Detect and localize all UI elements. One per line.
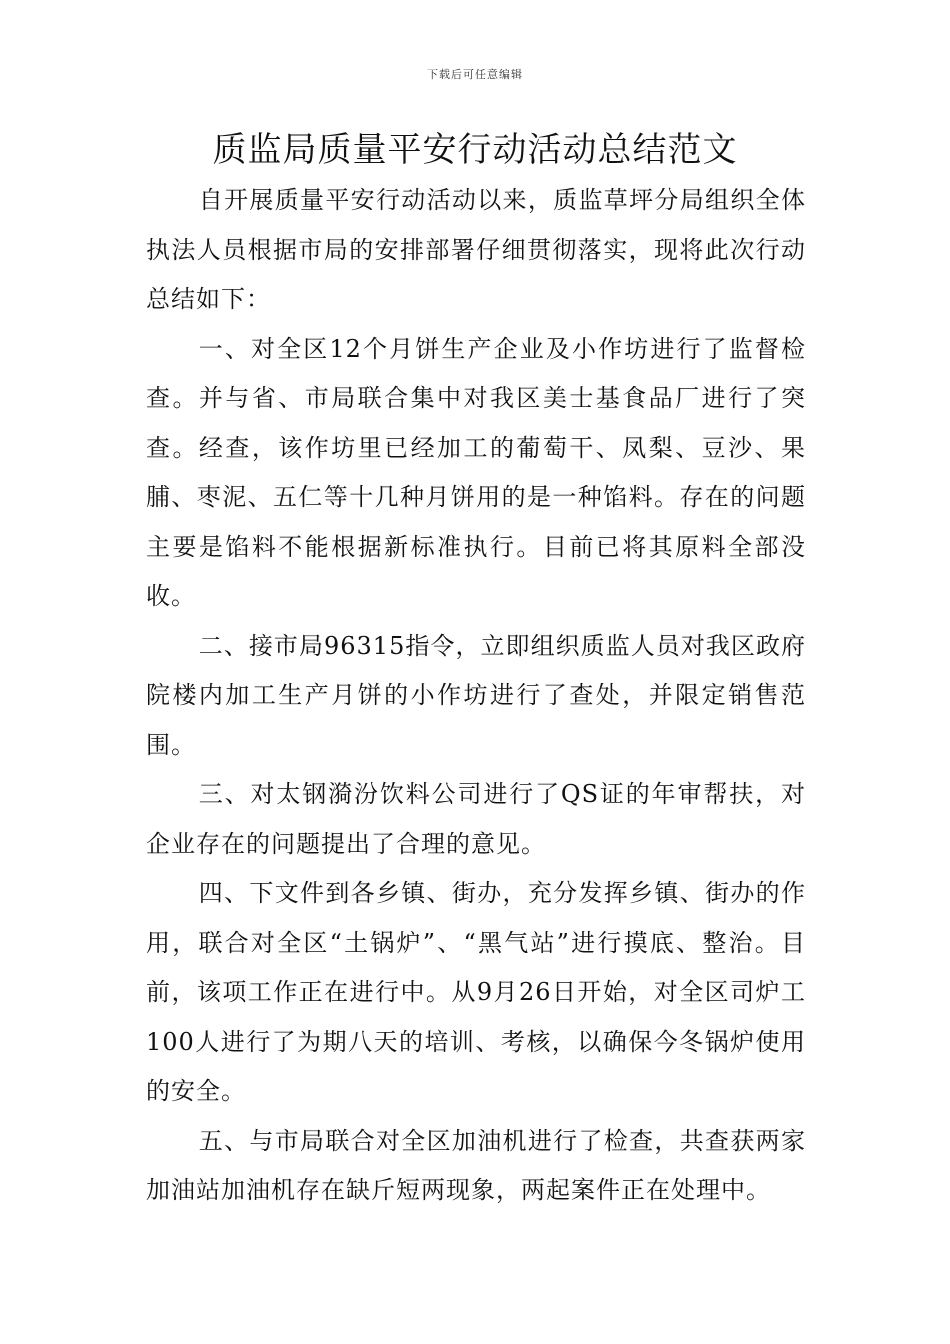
paragraph-item-5: 五、与市局联合对全区加油机进行了检查，共查获两家加油站加油机存在缺斤短两现象，两起案件正在处理中。 <box>146 1126 806 1204</box>
paragraph-intro: 自开展质量平安行动活动以来，质监草坪分局组织全体执法人员根据市局的安排部署仔细贯彻落实，现将此次行动总结如下： <box>146 186 806 313</box>
document-title: 质监局质量平安行动活动总结范文 <box>212 130 738 170</box>
paragraph-item-3: 三、对太钢漪汾饮料公司进行了QS证的年审帮扶，对企业存在的问题提出了合理的意见。 <box>146 780 806 858</box>
paragraph-item-2: 二、接市局96315指令，立即组织质监人员对我区政府院楼内加工生产月饼的小作坊进行了查处，并限定销售范围。 <box>146 631 806 759</box>
paragraph-item-1: 一、对全区12个月饼生产企业及小作坊进行了监督检查。并与省、市局联合集中对我区美士基食品厂进行了突查。经查，该作坊里已经加工的葡萄干、凤梨、豆沙、果脯、枣泥、五仁等十几种月饼用的是一种馅料。存在的问题主要是馅料不能根据新标准执行。目前已将其原料全部没收。 <box>146 334 806 610</box>
paragraph-item-4: 四、下文件到各乡镇、街办，充分发挥乡镇、街办的作用，联合对全区“土锅炉”、“黑气站”进行摸底、整治。目前，该项工作正在进行中。从9月26日开始，对全区司炉工100人进行了为期八天的培训、考核，以确保今冬锅炉使用的安全。 <box>146 879 806 1105</box>
document-body <box>146 176 806 1216</box>
header-note: 下载后可任意编辑 <box>427 68 523 81</box>
